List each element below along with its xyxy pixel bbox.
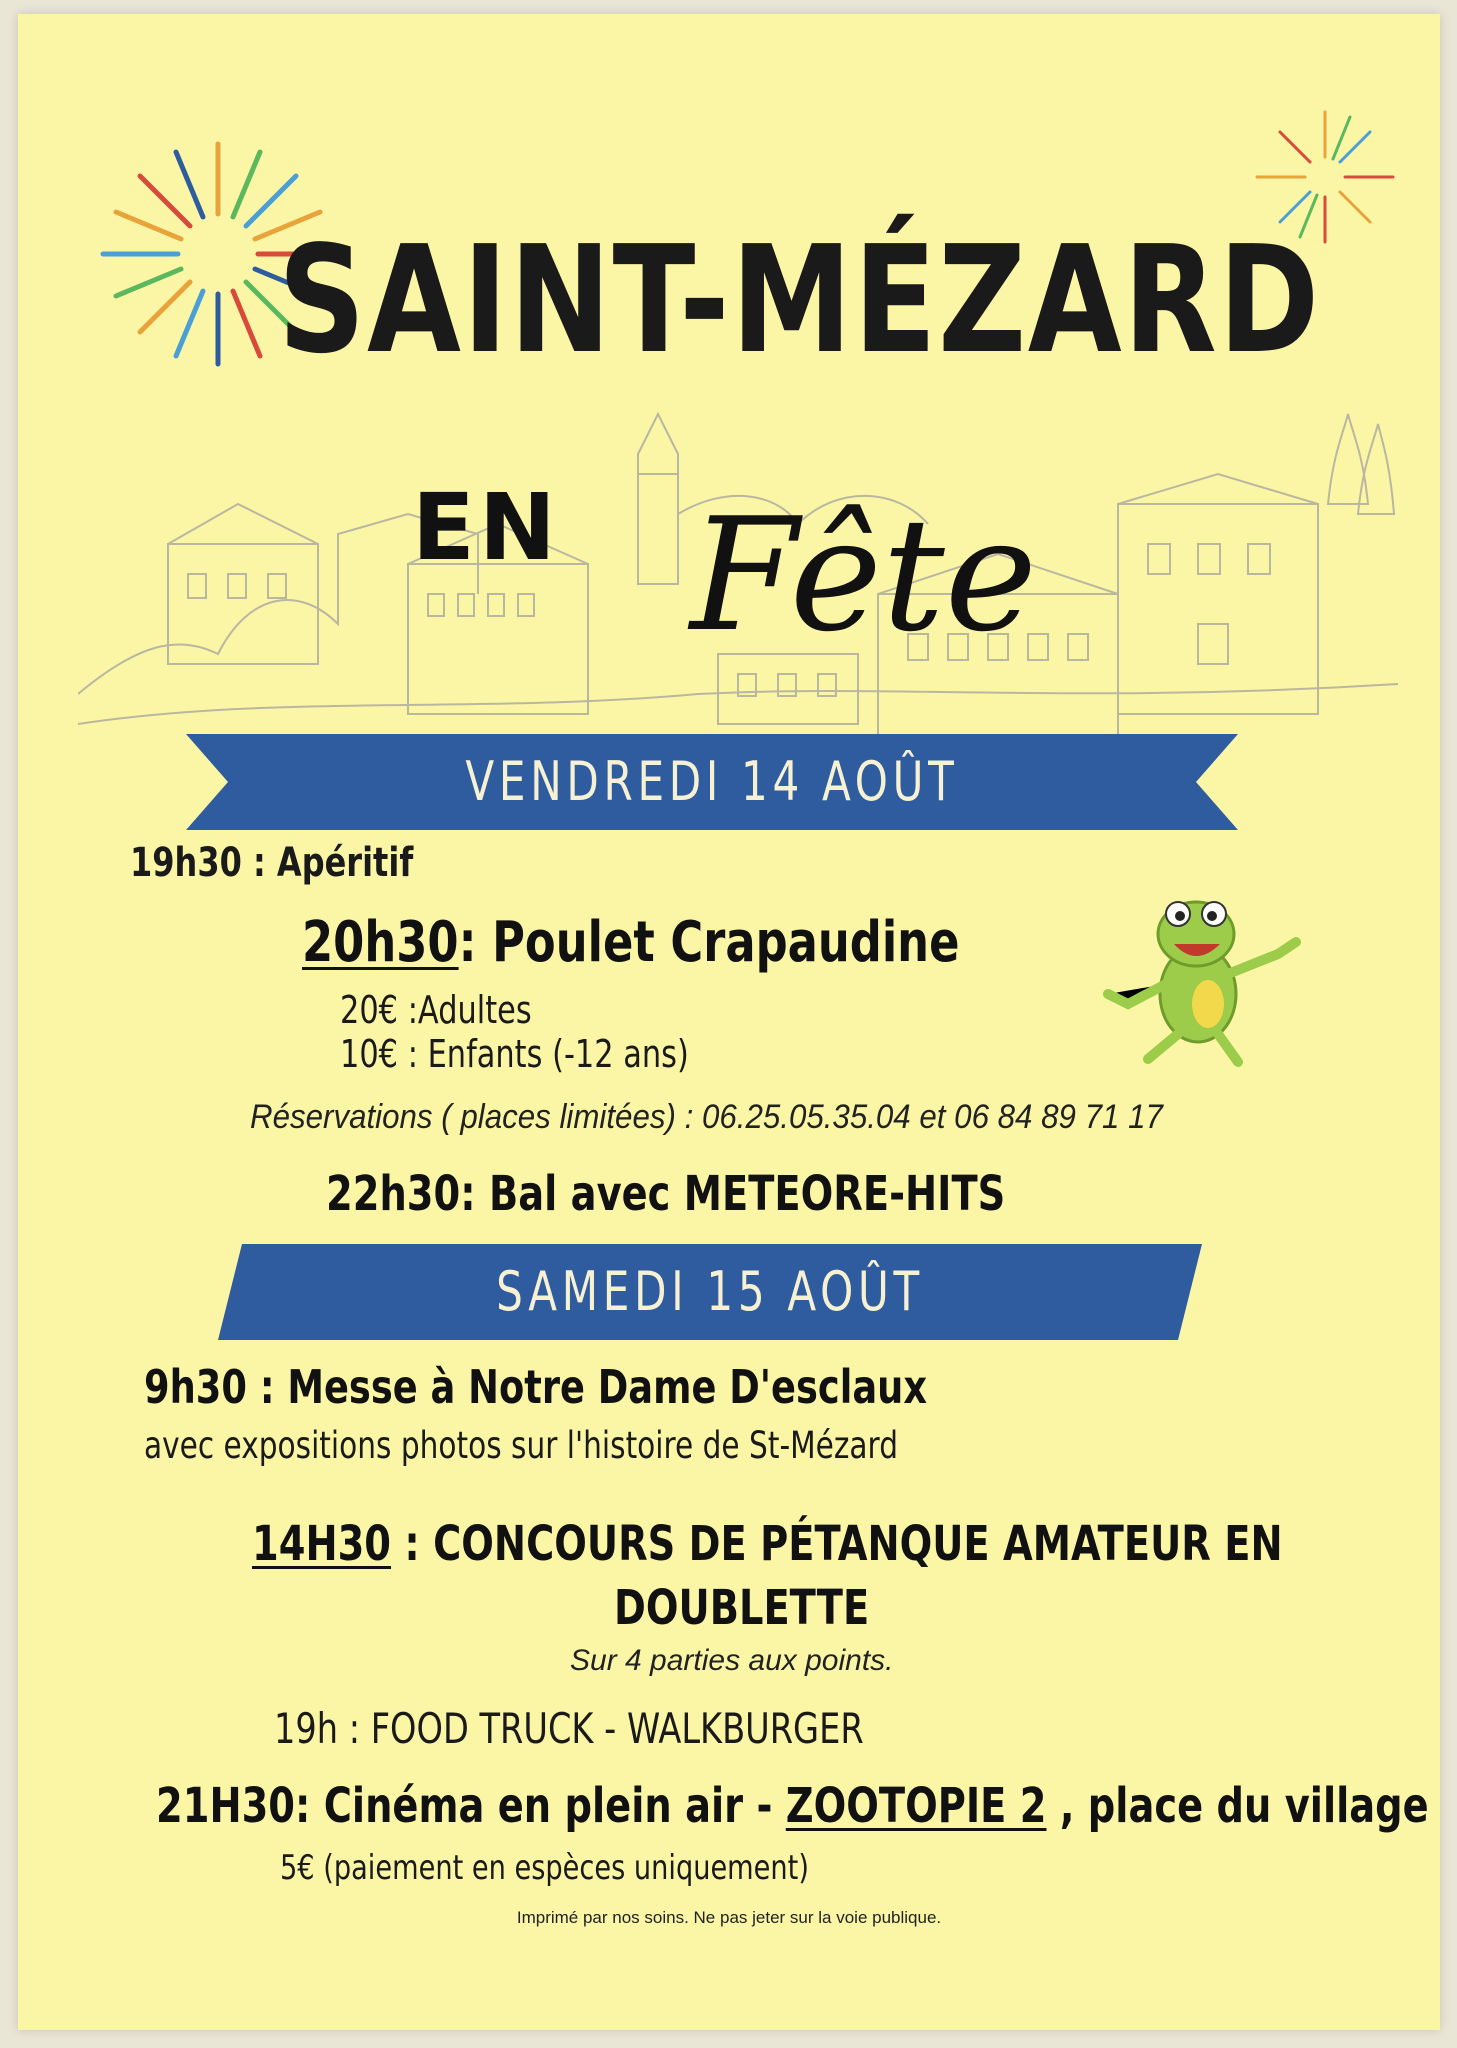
dinner-line xyxy=(302,910,959,975)
dinner-time: 20h30 xyxy=(302,910,459,975)
cinema-prefix: 21H30: Cinéma en plein air - xyxy=(156,1778,786,1834)
ball-text: 22h30: Bal avec METEORE-HITS xyxy=(326,1166,1006,1222)
aperitif-text: 19h30 : Apéritif xyxy=(130,840,414,886)
cinema-price: 5€ (paiement en espèces uniquement) xyxy=(280,1848,809,1888)
day1-banner-text: VENDREDI 14 AOÛT xyxy=(465,750,959,813)
day2-banner xyxy=(218,1244,1202,1340)
footer-text: Imprimé par nos soins. Ne pas jeter sur la voie publique. xyxy=(516,1908,942,1927)
page-title: SAINT-MÉZARD xyxy=(278,214,1321,386)
day2-banner-text: SAMEDI 15 AOÛT xyxy=(496,1260,924,1323)
cinema-suffix: , place du village xyxy=(1046,1778,1429,1834)
price-adults: 20€ :Adultes xyxy=(340,988,532,1032)
petanque-time: 14H30 xyxy=(252,1516,392,1572)
petanque-line2: DOUBLETTE xyxy=(614,1580,870,1636)
title-en: EN xyxy=(412,474,560,581)
title-fete: Fête xyxy=(690,484,1038,666)
event-poster xyxy=(18,14,1440,2030)
petanque-line xyxy=(252,1516,1283,1572)
price-children: 10€ : Enfants (-12 ans) xyxy=(340,1032,689,1076)
food-truck-text: 19h : FOOD TRUCK - WALKBURGER xyxy=(274,1704,864,1753)
cinema-line xyxy=(156,1778,1429,1834)
petanque-label: : CONCOURS DE PÉTANQUE AMATEUR EN xyxy=(391,1516,1283,1572)
cinema-film: ZOOTOPIE 2 xyxy=(785,1778,1047,1834)
frog-icon xyxy=(1078,884,1318,1074)
dinner-label: : Poulet Crapaudine xyxy=(458,910,960,975)
petanque-note: Sur 4 parties aux points. xyxy=(570,1644,894,1677)
reservations-text: Réservations ( places limitées) : 06.25.05.35.04 et 06 84 89 71 17 xyxy=(250,1098,1163,1136)
mass-text: 9h30 : Messe à Notre Dame D'esclaux xyxy=(144,1360,928,1414)
day1-banner xyxy=(186,734,1238,830)
mass-subtext: avec expositions photos sur l'histoire de St-Mézard xyxy=(144,1424,898,1467)
